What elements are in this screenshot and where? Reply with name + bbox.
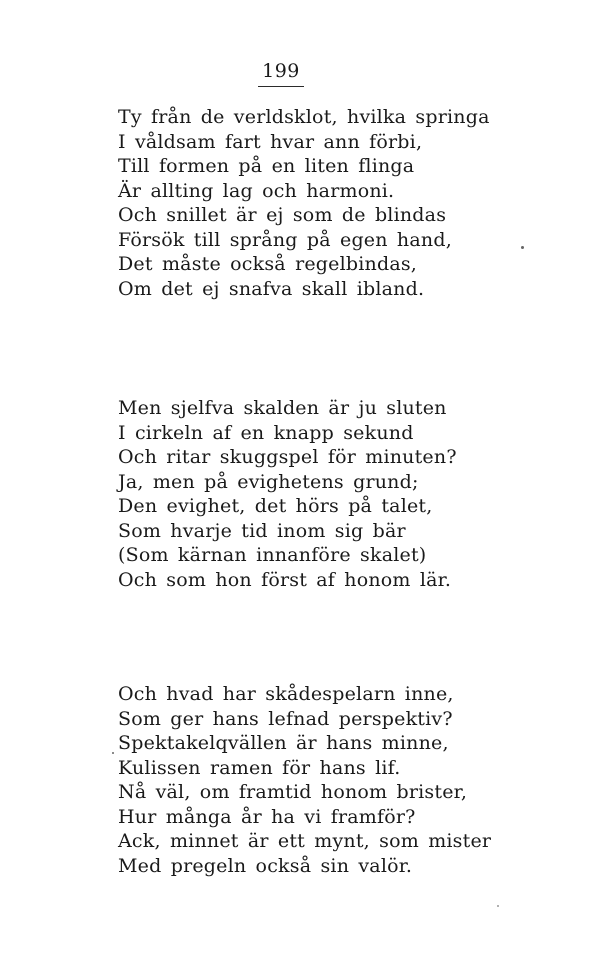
verse-line: Ty från de verldsklot, hvilka springa [118,106,490,128]
verse-line: Och som hon först af honom lär. [118,568,452,591]
verse-line: Den evighet, det hörs på talet, [118,495,433,517]
stanza-1 [118,105,490,301]
verse-line: Ja, men på evighetens grund; [118,470,419,493]
verse-line: Som ger hans lefnad perspektiv? [118,707,453,730]
verse-line: Som hvarje tid inom sig bär [118,519,406,542]
verse-line: (Som kärnan innanföre skalet) [118,544,427,566]
verse-line: Och hvad har skådespelarn inne, [118,683,454,705]
paper-speck [112,752,114,754]
stanza-2 [118,396,478,592]
verse-line: Men sjelfva skalden är ju sluten [118,397,447,419]
verse-line: I cirkeln af en knapp sekund [118,421,414,444]
verse-line: Hur många år ha vi framför? [118,805,416,828]
page-number-underline [258,86,304,87]
verse-line: Är allting lag och harmoni. [118,179,395,202]
verse-line: Och ritar skuggspel för minuten? [118,446,457,468]
verse-line: Ack, minnet är ett mynt, som mister [118,830,492,852]
paper-speck [521,246,524,249]
page-number: 199 [262,60,300,82]
verse-line: Nå väl, om framtid honom brister, [118,781,468,803]
verse-line: Med pregeln också sin valör. [118,854,413,877]
verse-line: Det måste också regelbindas, [118,253,418,275]
verse-line: Till formen på en liten flinga [118,155,415,177]
verse-line: Försök till språng på egen hand, [118,228,452,251]
verse-line: Kulissen ramen för hans lif. [118,756,401,779]
paper-speck [497,905,499,907]
verse-line: Och snillet är ej som de blindas [118,204,447,226]
verse-line: Om det ej snafva skall ibland. [118,277,425,300]
stanza-3 [118,682,492,878]
verse-line: I våldsam fart hvar ann förbi, [118,130,423,153]
verse-line: Spektakelqvällen är hans minne, [118,732,449,754]
